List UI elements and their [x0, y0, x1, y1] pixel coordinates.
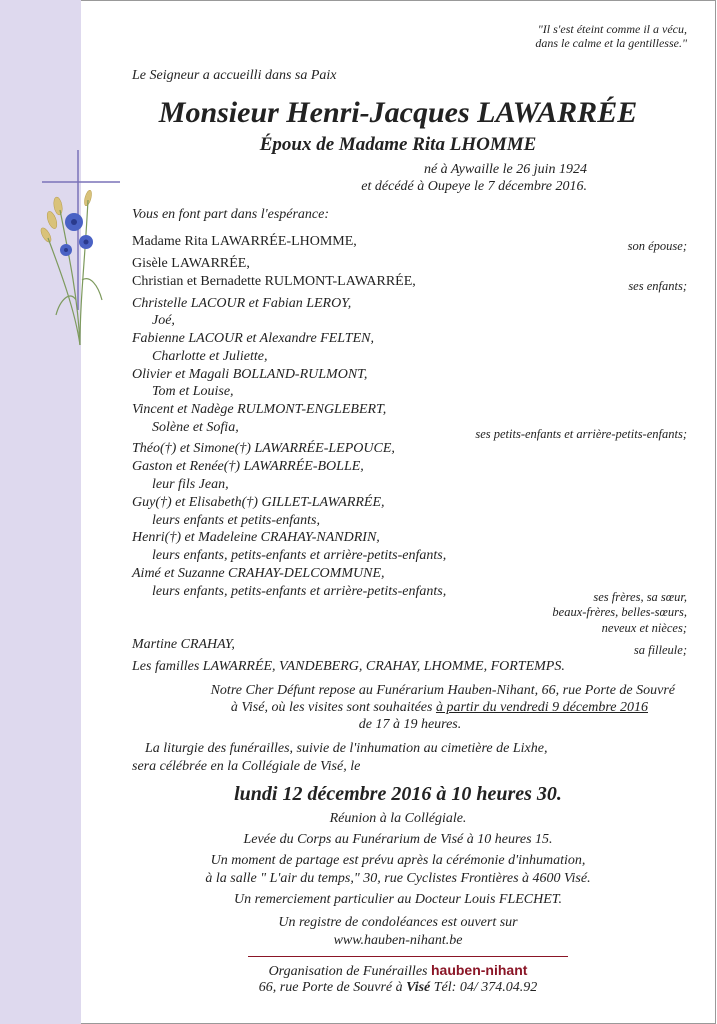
family-member: leurs enfants, petits-enfants et arrière-petits-enfants,: [152, 548, 447, 563]
deceased-name: Monsieur Henri-Jacques LAWARRÉE: [158, 96, 638, 129]
cross-and-flowers-illustration: [30, 150, 120, 350]
family-member: leurs enfants, petits-enfants et arrière-petits-enfants,: [152, 584, 447, 599]
detail-line: à la salle " L'air du temps," 30, rue Cyclistes Frontières à 4600 Visé.: [205, 871, 591, 886]
detail-line: Un registre de condoléances est ouvert sur: [278, 915, 518, 930]
relation-label: beaux-frères, belles-sœurs,: [552, 605, 687, 619]
relation-label: son épouse;: [627, 239, 687, 253]
family-member: Charlotte et Juliette,: [152, 349, 268, 364]
family-member: Olivier et Magali BOLLAND-RULMONT,: [132, 367, 368, 382]
repose-line-1: Notre Cher Défunt repose au Funérarium Hauben-Nihant, 66, rue Porte de Souvré: [210, 683, 675, 698]
detail-line: Un moment de partage est prévu après la cérémonie d'inhumation,: [210, 853, 586, 868]
family-member: Les familles LAWARRÉE, VANDEBERG, CRAHAY, LHOMME, FORTEMPS.: [132, 659, 565, 674]
brand-logo: hauben-nihant: [430, 962, 528, 978]
relation-label: ses frères, sa sœur,: [593, 590, 687, 604]
family-member: Fabienne LACOUR et Alexandre FELTEN,: [132, 331, 374, 346]
family-member: leurs enfants et petits-enfants,: [152, 513, 320, 528]
footer-org-line: Organisation de Funérailles hauben-nihant: [268, 962, 528, 979]
family-member: Tom et Louise,: [152, 384, 234, 399]
spouse-line: Époux de Madame Rita LHOMME: [259, 134, 537, 155]
family-member: Guy(†) et Elisabeth(†) GILLET-LAWARRÉE,: [132, 495, 385, 510]
relation-label: sa filleule;: [633, 643, 687, 657]
liturgy-line-2: sera célébrée en la Collégiale de Visé, le: [132, 759, 361, 774]
epitaph-line-1: "Il s'est éteint comme il a vécu,: [537, 22, 687, 36]
family-member: Christelle LACOUR et Fabian LEROY,: [132, 296, 352, 311]
family-member: Madame Rita LAWARRÉE-LHOMME,: [132, 234, 357, 249]
relation-label: ses enfants;: [628, 279, 687, 293]
footer-divider: [248, 956, 568, 957]
intro-line: Le Seigneur a accueilli dans sa Paix: [132, 68, 337, 83]
announce-line: Vous en font part dans l'espérance:: [132, 207, 330, 222]
family-member: Joé,: [152, 313, 175, 328]
ceremony-date: lundi 12 décembre 2016 à 10 heures 30.: [234, 783, 562, 805]
death-line: et décédé à Oupeye le 7 décembre 2016.: [361, 179, 587, 194]
family-member: Gisèle LAWARRÉE,: [132, 256, 250, 271]
family-member: Théo(†) et Simone(†) LAWARRÉE-LEPOUCE,: [132, 441, 395, 456]
family-member: leur fils Jean,: [152, 477, 229, 492]
detail-line: Réunion à la Collégiale.: [329, 811, 467, 826]
website-link[interactable]: www.hauben-nihant.be: [333, 933, 463, 948]
family-member: Christian et Bernadette RULMONT-LAWARRÉE,: [132, 274, 416, 289]
detail-line: Levée du Corps au Funérarium de Visé à 10 heures 15.: [243, 832, 553, 847]
relation-label: neveux et nièces;: [601, 621, 687, 635]
birth-line: né à Aywaille le 26 juin 1924: [423, 162, 587, 177]
repose-line-2: à Visé, où les visites sont souhaitées à partir du vendredi 9 décembre 2016: [230, 700, 648, 715]
cross-icon: [42, 150, 120, 310]
epitaph-line-2: dans le calme et la gentillesse.": [535, 36, 687, 50]
relation-label: ses petits-enfants et arrière-petits-enfants;: [475, 427, 687, 441]
family-member: Vincent et Nadège RULMONT-ENGLEBERT,: [132, 402, 387, 417]
family-member: Martine CRAHAY,: [132, 637, 235, 652]
family-member: Solène et Sofia,: [152, 420, 239, 435]
detail-line: Un remerciement particulier au Docteur Louis FLECHET.: [233, 892, 563, 907]
family-member: Aimé et Suzanne CRAHAY-DELCOMMUNE,: [132, 566, 385, 581]
liturgy-line-1: La liturgie des funérailles, suivie de l'inhumation au cimetière de Lixhe,: [145, 741, 548, 756]
footer-address-line: 66, rue Porte de Souvré à Visé Tél: 04/ 374.04.92: [258, 980, 538, 995]
family-member: Gaston et Renée(†) LAWARRÉE-BOLLE,: [132, 459, 364, 474]
repose-line-3: de 17 à 19 heures.: [358, 717, 462, 732]
family-member: Henri(†) et Madeleine CRAHAY-NANDRIN,: [132, 530, 380, 545]
